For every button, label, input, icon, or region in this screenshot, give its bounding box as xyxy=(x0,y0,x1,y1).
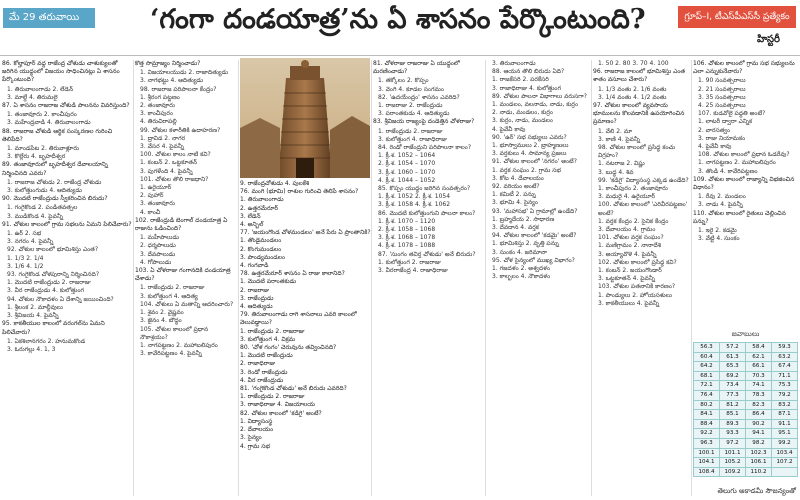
answer-cell: 61.3 xyxy=(720,352,746,362)
answer-cell: 59.3 xyxy=(772,343,798,353)
answer-cell: 83.2 xyxy=(772,400,798,410)
question-line: 1. మండలం, వలనాడు, నాడు, కుర్రం xyxy=(492,101,579,109)
question-line: 3. దేవపాలుడు xyxy=(140,250,176,258)
page-header xyxy=(0,0,800,56)
answer-cell: 71.1 xyxy=(772,371,798,381)
question-line: 1. రాజేంద్రుడు 2. రాజరాజు xyxy=(240,393,305,401)
answer-cell: 56.3 xyxy=(694,343,720,353)
question-line: 2. వారసత్వం xyxy=(698,126,730,134)
answer-cell: 68.1 xyxy=(694,371,720,381)
question-line: 1. విద్యాసంస్థ xyxy=(240,417,273,425)
answer-cell: 88.4 xyxy=(694,419,720,429)
answer-cell: 98.2 xyxy=(746,438,772,448)
question-line: 1. ఉర్ 2. సభ xyxy=(7,230,42,238)
question-line: 3. 35 సంవత్సరాలు xyxy=(698,93,746,101)
question-line: 98. రాజరాజ పరిపాలనా కేంద్రం? xyxy=(140,85,217,93)
question-line: 1. తిరువాలంగాడు xyxy=(240,196,284,204)
question-line: 3. ముడికొండ 4. పైవన్నీ xyxy=(7,212,64,220)
question-line: 107. కుడవోలై పద్ధతి అంటే? xyxy=(698,110,766,118)
answer-row xyxy=(694,467,798,477)
question-line: 83. శ్రీవిజయ రాజ్యంపై దండెత్తిన చోళరాజు? xyxy=(373,118,475,126)
answer-cell: 80.2 xyxy=(694,400,720,410)
question-line: 91. చోళుల కాలంలో గ్రామ సభలను ఏమని పిలిచేవారు? xyxy=(2,220,132,228)
question-line: 3. కాంచీపురం xyxy=(140,110,173,118)
question-line: 1. రాజేంద్రుడు 2. రాజరాజు xyxy=(140,284,205,292)
column-divider xyxy=(485,60,486,496)
answer-cell: 109.2 xyxy=(720,467,746,477)
answer-row xyxy=(694,458,798,468)
question-line: 77. 'జయంగొండ చోళమండలం' అనే పేరు ఏ ప్రాంతానికి? xyxy=(240,229,371,237)
question-line: 94. చోళుల కాలంలో 'కడమై' అంటే? xyxy=(492,232,577,240)
question-column-1 xyxy=(2,60,132,498)
question-line: 1. బ్రహ్మదేయ 2. సాధారణ xyxy=(492,215,555,223)
question-line: 103. చోళుల పతనానికి కారణం? xyxy=(598,283,676,291)
answer-row xyxy=(694,419,798,429)
answer-cell: 99.2 xyxy=(772,438,798,448)
subject-label: హిస్టరీ xyxy=(757,34,780,45)
question-line: 3. తిరువాలంగాడు xyxy=(492,60,536,67)
question-line: 4. ఆదిత్యుడు xyxy=(240,303,273,311)
question-line: 87. 'సుంగం తవిర్త చోళుడు' అనే బిరుదు? xyxy=(378,250,476,258)
question-line: 3. రాజేంద్రుడు xyxy=(240,294,274,302)
question-line: 3. దేవాలయం 4. గ్రామం xyxy=(598,226,656,234)
answer-key-heading: జవాబులు xyxy=(731,330,760,338)
question-line: 3. కొల్లేరు 4. బృహదీశ్వర xyxy=(7,153,66,161)
temple-gopuram-image xyxy=(240,58,370,178)
answer-cell: 104.1 xyxy=(694,458,720,468)
question-line: 92. వరియం అంటే? xyxy=(492,183,540,191)
answer-row xyxy=(694,410,798,420)
answer-row xyxy=(694,343,798,353)
question-line: 4. క్రీ.శ. 1044 – 1052 xyxy=(378,176,436,184)
question-line: 2. తంజావూరు xyxy=(140,102,175,110)
question-line: 4. గోపాలుడు xyxy=(140,258,172,266)
question-line: 2. క్రీ.శ. 1054 – 1070 xyxy=(378,160,436,168)
question-line: 3. నాగభట్టు 4. ఆదిత్యుడు xyxy=(140,77,204,85)
question-line: 1. తిరువాలంగాడు 2. లేడెన్ xyxy=(7,85,74,93)
question-line: 88. ఆయన తొలి బిరుదు ఏది? xyxy=(492,68,565,76)
question-line: 3. భూమి 4. సైన్యం xyxy=(492,199,538,207)
answer-cell: 77.3 xyxy=(720,390,746,400)
question-line: 2. రాజాధిరాజు xyxy=(240,360,276,368)
question-line: 1. రాజేంద్రుడు 2. రాజరాజు xyxy=(240,327,305,335)
answer-cell: 93.3 xyxy=(720,429,746,439)
question-line: 1. రాజరాజ చోళుడు 2. రాజేంద్ర చోళుడు xyxy=(7,178,102,186)
answer-cell: 67.4 xyxy=(772,362,798,372)
question-line: 3. పుగళేంది 4. పైవన్నీ xyxy=(140,167,193,175)
question-line: 3. కావేరిపట్టణం 4. పైవన్నీ xyxy=(140,350,202,358)
question-line: 2. 21 సంవత్సరాలు xyxy=(698,85,746,93)
question-line: 4. కాంచీ xyxy=(140,208,161,216)
column-divider xyxy=(691,60,692,496)
question-line: 3. దేవదాన 4. వర్తక xyxy=(492,224,539,232)
question-line: 3. వర్తకులు 4. సామాన్య ప్రజలు xyxy=(492,150,567,158)
question-line: 3. కోట 4. దేవాలయం xyxy=(492,174,544,182)
answer-cell: 86.4 xyxy=(746,410,772,420)
answer-cell: 84.1 xyxy=(694,410,720,420)
question-line: 1. మాండపేట 2. తిరువాళ్లూరు xyxy=(7,145,79,153)
question-line: 1. తొండైమండలం xyxy=(240,237,282,245)
answer-cell: 78.3 xyxy=(746,390,772,400)
answer-cell: 73.4 xyxy=(720,381,746,391)
question-line: 3. రెండో రాజేంద్రుడు xyxy=(240,368,288,376)
question-line: 2. రాజరాజు xyxy=(240,286,270,294)
answer-cell: 103.4 xyxy=(772,448,798,458)
question-line: 3. రాజు నియామకం xyxy=(698,134,746,142)
question-line: 1. నటరాజ 2. విష్ణు xyxy=(598,160,645,168)
question-line: 1. పాండ్యులు 2. హోయసళులు xyxy=(598,291,672,299)
answer-row xyxy=(694,371,798,381)
question-line: 3. జైనం 4. బౌద్ధం xyxy=(140,317,182,325)
answer-cell: 81.2 xyxy=(720,400,746,410)
answer-row xyxy=(694,429,798,439)
question-line: 1. 1/3 2. 1/4 xyxy=(7,254,44,262)
question-line: 1. క్రీ.శ. 1052 2. క్రీ.శ. 1054 xyxy=(378,193,451,201)
question-line: 1. మణిగ్రామం 2. నానాదేశి xyxy=(598,242,662,250)
question-line: 92. చోళుల కాలంలో భూమిశిస్తు ఎంత? xyxy=(7,246,99,254)
answer-row xyxy=(694,438,798,448)
question-line: 99. చోళుల కళారీతికి ఉదాహరణ? xyxy=(140,126,221,134)
answer-cell: 82.3 xyxy=(746,400,772,410)
answer-row xyxy=(694,400,798,410)
question-line: 1. లాటరీ ద్వారా ఎన్నిక xyxy=(698,118,753,126)
question-line: 102. చోళుల కాలంలో ప్రసిద్ధ కవి? xyxy=(598,258,677,266)
question-line: 109. చోళుల కాలంలో రాజ్యాన్ని విభజించిన విధానం? xyxy=(693,175,795,192)
question-line: 81. 'గంగైకొండ చోళుడు' అనే బిరుదు ఎవరిది? xyxy=(240,385,347,393)
question-line: 101. చోళుల వర్తక సంఘం? xyxy=(598,234,664,242)
question-line: 2. క్రీ.శ. 1058 – 1068 xyxy=(378,226,436,234)
answer-key xyxy=(693,330,798,477)
question-line: 2. ధర్మపాలుడు xyxy=(140,242,176,250)
question-line: 2. పుహార్ xyxy=(140,192,164,200)
answer-cell: 85.1 xyxy=(720,410,746,420)
question-line: 3. కులోత్తుంగుడు 4. ఆదిత్యుడు xyxy=(7,187,82,195)
question-line: 4. పైవేవీ కావు xyxy=(698,143,732,151)
question-line: 9. రాజేంద్రచోళుడు 4. పులకేశి xyxy=(240,180,310,187)
answer-cell: 70.3 xyxy=(746,371,772,381)
answer-cell: 110.2 xyxy=(746,467,772,477)
question-line: 90. మొదటి రాజేంద్రుడు స్వీకరించిన బిరుదు? xyxy=(2,195,108,203)
question-line: 1. క్రీ.శ. 1070 – 1120 xyxy=(378,217,436,225)
question-line: 103. ఏ చోళరాజు గంగానదికి దండయాత్ర చేశాడు? xyxy=(135,267,231,283)
question-line: 3. కులోత్తుంగ 4. ఆదిత్య xyxy=(140,292,198,300)
question-line: 4. 25 సంవత్సరాలు xyxy=(698,102,746,110)
question-line: 1. రాజరాజు 2. రాజేంద్రుడు xyxy=(378,102,443,110)
question-column-2 xyxy=(135,60,237,498)
question-line: 1. 90 సంవత్సరాలు xyxy=(698,77,746,85)
answer-cell: 64.2 xyxy=(694,362,720,372)
question-line: 96. రాజరాజ కాలంలో భూమిశిస్తు ఎంత శాతం వసూలు చేశారు? xyxy=(593,68,686,84)
question-line: 3. పాండ్యమండలం xyxy=(240,253,285,261)
answer-cell: 105.2 xyxy=(720,458,746,468)
column-divider xyxy=(591,60,592,496)
question-line: 1. వర్తక సంఘం 2. గ్రామ సభ xyxy=(492,166,561,174)
question-line: 89. తంజావూరులో బృహదీశ్వర దేవాలయాన్ని నిర్మించినది ఎవరు? xyxy=(2,161,108,177)
question-line: 79. తిరువాలంగాడు రాగి శాసనాలు ఎవరి కాలంలో వెలువడ్డాయి? xyxy=(240,311,357,327)
question-line: 3. క్రీ.శ. 1068 – 1078 xyxy=(378,234,436,242)
question-line: 3. ఓరుగల్లు 4. 1, 3 xyxy=(7,345,56,353)
answer-cell: 66.1 xyxy=(746,362,772,372)
question-line: 3. నాడు 4. పైవన్నీ xyxy=(698,201,743,209)
question-line: 1. మొదటి రాజేంద్రుడు xyxy=(240,352,293,360)
question-line: 100. చోళుల కాలం నాటి కవి? xyxy=(140,151,211,159)
temple-photo xyxy=(240,58,370,178)
page-title: ‘గంగా దండయాత్ర’ను ఏ శాసనం పేర్కొంటుంది? xyxy=(150,4,646,35)
question-line: 1. ఇరై 2. కడమై xyxy=(698,227,737,235)
answer-cell: 79.2 xyxy=(772,390,798,400)
question-line: 1. కులోత్తుంగ 2. రాజరాజు xyxy=(378,258,441,266)
question-line: 1. తక్కోలం 2. కొప్పం xyxy=(378,77,429,85)
question-line: 1. భూమిశిస్తు 2. వృత్తి పన్ను xyxy=(492,240,559,248)
column-divider xyxy=(238,60,239,496)
question-line: 86. కోల్హాపూర్ వద్ద రాజేంద్ర చోళుడు చాళుక్యులతో జరిగిన యుద్ధంలో విజయం సాధించినట్లు ఏ శాసనం పేర్కొంటుంది? xyxy=(2,60,120,84)
question-line: 3. 1/4 వంతు 4. 1/2 వంతు xyxy=(598,93,667,101)
question-line: 3. క్రీ.శ. 1060 – 1070 xyxy=(378,168,436,176)
answer-cell: 87.1 xyxy=(772,410,798,420)
question-line: 3. ఒట్టకూతన్ 4. పైవన్నీ xyxy=(598,275,655,283)
question-line: 88. రాజరాజ చోళుడి ఆర్థిక సంస్కరణల గురించి తెలిపేది? xyxy=(2,127,113,143)
question-line: 3. నగరం 4. పైవన్నీ xyxy=(7,238,54,246)
question-line: 4. గ్రామ సభ xyxy=(240,442,270,450)
question-line: 84. రెండో రాజేంద్రుని పరిపాలనా కాలం? xyxy=(378,144,472,152)
question-line: 4. గంగవాడి xyxy=(240,262,269,270)
question-line: 1. గంగైకొండ 2. పండితవత్సల xyxy=(7,204,78,212)
question-line: 2. కొంగుమండలం xyxy=(240,245,282,253)
question-line: 3. మధురై 4. ఉరైయూర్ xyxy=(598,193,656,201)
answer-cell: 69.2 xyxy=(720,371,746,381)
answer-cell: 100.1 xyxy=(694,448,720,458)
question-line: 89. చోళుల పాలనా విభాగాలు వరుసగా? xyxy=(492,92,587,100)
question-line: 1. రాజకేసరి 2. పరకేసరి xyxy=(492,76,549,84)
question-line: 1. కంబన్ 2. జయంగొండార్ xyxy=(598,267,662,275)
question-line: 1. మహీపాలుడు xyxy=(140,234,180,242)
question-line: 1. కంబన్ 2. ఒట్టకూతన్ xyxy=(140,159,198,167)
question-line: 85. కొప్పం యుద్ధం జరిగిన సంవత్సరం? xyxy=(378,185,471,193)
answer-cell: 63.2 xyxy=(772,352,798,362)
answer-cell: 60.4 xyxy=(694,352,720,362)
question-line: 3. తొండి 4. కావేరిపట్టణం xyxy=(698,167,758,175)
answer-cell: 90.2 xyxy=(746,419,772,429)
answer-row xyxy=(694,352,798,362)
question-line: 95. కాకతీయుల కాలంలో వరంగల్‌ను ఏమని పిలిచేవారు? xyxy=(2,320,105,336)
answer-table xyxy=(693,342,798,477)
question-line: 94. చోళుల నౌకాదళం ఏ దేశాన్ని జయించింది? xyxy=(7,295,114,303)
question-line: 78. ఉత్తరమేరూర్ శాసనం ఏ రాజు కాలానిది? xyxy=(240,270,345,278)
question-line: 95. చోళ సైన్యంలో ముఖ్య విభాగం? xyxy=(492,256,575,264)
question-line: 104. చోళులు ఏ మతాన్ని ఆదరించారు? xyxy=(140,300,234,308)
answer-cell: 92.2 xyxy=(694,429,720,439)
question-line: 101. చోళుల తొలి రాజధాని? xyxy=(140,175,209,183)
question-line: 1. కమిటీ 2. పన్ను xyxy=(492,191,536,199)
question-line: 3. కుర్రం, నాడు, మండలం xyxy=(492,117,553,125)
answer-cell: 91.1 xyxy=(772,419,798,429)
question-line: 76. మంగి (భూమి) రాశుల గురించి తెలిపే శాసనం? xyxy=(240,188,359,196)
question-line: 2. దేవాలయం xyxy=(240,426,274,434)
question-line: 1. తంజావూరు 2. కాంచీపురం xyxy=(7,111,77,119)
answer-cell: 65.3 xyxy=(720,362,746,372)
question-line: 100. చోళుల కాలంలో 'ఎరివీరపట్టణం' అంటే? xyxy=(598,201,688,217)
question-line: 3. 1/6 4. 1/2 xyxy=(7,262,44,270)
answer-cell: 72.1 xyxy=(694,381,720,391)
question-line: 3. కులోత్తుంగ 4. రాజాధిరాజు xyxy=(378,135,447,143)
question-line: 1. ఉరైయూర్ xyxy=(140,184,172,192)
answer-cell: 57.2 xyxy=(720,343,746,353)
answer-cell: 108.4 xyxy=(694,467,720,477)
question-line: 82. చోళుల కాలంలో 'కడిగై' అంటే? xyxy=(240,409,322,417)
answer-cell: 94.1 xyxy=(746,429,772,439)
question-column-5 xyxy=(487,60,590,498)
question-line: 3. తంజావూరు xyxy=(140,200,175,208)
question-line: 3. శ్రీవిజయ 4. పైవన్నీ xyxy=(7,312,59,320)
answer-cell: 76.4 xyxy=(694,390,720,400)
answer-cell: 102.3 xyxy=(746,448,772,458)
answer-cell: 75.3 xyxy=(772,381,798,391)
question-line: 3. వీర రాజేంద్రుడు 4. కులోత్తుంగ xyxy=(7,287,84,295)
question-line: 1. ఏకశిలానగరం 2. హనుమకొండ xyxy=(7,337,86,345)
question-line: 3. వేసర 4. పైవన్నీ xyxy=(140,143,184,151)
question-line: 3. కాణి 4. పైవన్నీ xyxy=(598,135,641,143)
question-line: 4. తిరుచిరాపల్లి xyxy=(140,118,177,126)
question-line: 1. శ్రీలంక 2. మాల్దీవులు xyxy=(7,303,63,311)
question-line: 1. మొదటి రాజేంద్రుడు 2. రాజరాజు xyxy=(7,279,91,287)
question-line: కొత్త సామ్రాజ్యం నిర్మించాడు? xyxy=(135,60,201,67)
answer-cell: 62.1 xyxy=(746,352,772,362)
question-line: 1. మొదటి పరాంతకుడు xyxy=(240,278,297,286)
answer-row xyxy=(694,381,798,391)
question-line: 87. ఏ శాసనం రాజరాజ చోళుడి పాలనను వివరిస్తుంది? xyxy=(2,102,130,110)
column-divider xyxy=(133,60,134,496)
footer-credit: తెలుగు అకాడమీ సౌజన్యంతో xyxy=(717,487,796,495)
answer-cell: 101.1 xyxy=(720,448,746,458)
question-line: 3. బుద్ధ 4. శివ xyxy=(598,168,634,176)
question-line: 3. మహేంద్రవాడి 4. తిరువాలంగాడు xyxy=(7,119,91,127)
question-line: 93. గంగైకొండ చోళపురాన్ని నిర్మించినది? xyxy=(7,271,100,279)
question-line: 2. ఉత్తరమేరూర్ xyxy=(240,204,279,212)
question-column-7 xyxy=(693,60,798,328)
answer-cell: 95.1 xyxy=(772,429,798,439)
answer-row xyxy=(694,362,798,372)
question-line: 4. వీర రాజేంద్రుడు xyxy=(240,376,284,384)
question-line: 3. సైన్యం xyxy=(240,434,262,442)
question-line: 3. పరాంతకుడు 4. ఆదిత్యుడు xyxy=(378,110,450,118)
question-column-6 xyxy=(593,60,690,498)
answer-cell: 96.3 xyxy=(694,438,720,448)
question-line: 1. విజయాలయుడు 2. రాజాదిత్యుడు xyxy=(140,69,229,77)
answer-cell xyxy=(772,467,798,477)
question-line: 3. కాకతీయులు 4. పైవన్నీ xyxy=(598,299,660,307)
question-line: 97. చోళుల కాలంలో వ్యవసాయ భూములను కొలవడానికి ఉపయోగించిన ప్రమాణం? xyxy=(593,102,685,126)
question-line: 1. శైవం 2. వైష్ణవం xyxy=(140,309,184,317)
question-line: 3. కులోత్తుంగ 4. విక్రమ xyxy=(240,335,296,343)
question-line: 98. చోళుల కాలంలో ప్రసిద్ధ కంచు విగ్రహం? xyxy=(598,144,676,160)
question-line: 1. 1/3 వంతు 2. 1/6 వంతు xyxy=(598,85,667,93)
question-line: 1. భూస్వాములు 2. బ్రాహ్మణులు xyxy=(492,142,569,150)
question-line: 1. వర్తక కేంద్రం 2. సైనిక కేంద్రం xyxy=(598,217,669,225)
question-line: 1. క్రీ.శ. 1052 – 1064 xyxy=(378,152,436,160)
answer-cell: 74.1 xyxy=(746,381,772,391)
question-line: 1. రాజేంద్రుడు 2. రాజరాజు xyxy=(378,127,443,135)
question-line: 4. క్రీ.శ. 1078 – 1088 xyxy=(378,242,436,250)
question-line: 93. 'మహాసభ' ఏ గ్రామాల్లో ఉండేది? xyxy=(492,207,578,215)
answer-cell: 89.3 xyxy=(720,419,746,429)
question-line: 86. మొదటి కులోత్తుంగుని పాలనా కాలం? xyxy=(378,209,476,217)
question-column-3 xyxy=(240,180,371,498)
question-line: 3. అయ్యావొళె 4. పైవన్నీ xyxy=(598,250,657,258)
question-line: 110. చోళుల కాలంలో రైతులు చెల్లించిన పన్ను? xyxy=(693,209,786,225)
question-line: 91. చోళుల కాలంలో 'నగరం' అంటే? xyxy=(492,158,577,166)
question-line: 102. రాజేంద్రుడి బెంగాల్ దండయాత్ర ఏ రాజును ఓడించింది? xyxy=(135,216,228,233)
question-line: 4. పైవేవీ కావు xyxy=(492,125,526,133)
question-line: 81. చోళరాజు రాజరాజు ఏ యుద్ధంలో మరణించాడు? xyxy=(373,60,460,76)
question-line: 3. మాల్దే 4. తిరుమలై xyxy=(7,93,58,101)
question-line: 3. లేడెన్ xyxy=(240,212,261,220)
question-line: 3. సుంకం 4. జరిమానా xyxy=(492,248,547,256)
question-line: 1. శ్రీరంగ పట్టణం xyxy=(140,93,180,101)
question-line: 1. రేవు 2. మండలం xyxy=(698,193,746,201)
question-line: 1. నాగపట్టణం 2. మహాబలిపురం xyxy=(140,341,218,349)
answer-cell: 58.4 xyxy=(746,343,772,353)
question-line: 3. వేట్టి 4. సుంకం xyxy=(698,235,740,243)
question-line: 3. క్రీ.శ. 1058 4. క్రీ.శ. 1062 xyxy=(378,201,451,209)
question-line: 3. కాల్బలం 4. నౌకాదళం xyxy=(492,273,551,281)
question-line: 3. వెంగి 4. కూడల సంగమం xyxy=(378,85,444,93)
group-tag: గ్రూప్–I, టీఎస్‌పీఎస్‌సీ ప్రత్యేకం xyxy=(678,6,796,28)
question-line: 4. అన్బిల్ xyxy=(240,221,264,229)
question-line: 1. గజదళం 2. అశ్వదళం xyxy=(492,265,551,273)
date-tag: మే 29 తరువాయి xyxy=(3,8,95,28)
answer-cell: 106.1 xyxy=(746,458,772,468)
question-line: 106. చోళుల కాలంలో గ్రామ సభ సభ్యులను ఎలా ఎన్నుకునేవారు? xyxy=(693,60,795,76)
answer-row xyxy=(694,390,798,400)
question-line: 108. చోళుల కాలంలో ప్రధాన ఓడరేవు? xyxy=(698,151,790,159)
column-divider xyxy=(371,60,372,496)
answer-cell: 107.2 xyxy=(772,458,798,468)
question-line: 2. నాడు, మండలం, కుర్రం xyxy=(492,109,553,117)
question-line: 1. నాగపట్టణం 2. మహాబలిపురం xyxy=(698,159,776,167)
question-line: 1. కాంచీపురం 2. తంజావూరు xyxy=(598,185,668,193)
question-line: 1. ద్రావిడ 2. నాగర xyxy=(140,134,186,142)
question-line: 90. 'ఉర్' సభ సభ్యులు ఎవరు? xyxy=(492,133,567,141)
question-line: 105. చోళుల కాలంలో ప్రధాన నౌకాశ్రయం? xyxy=(140,325,209,341)
answer-row xyxy=(694,448,798,458)
question-line: 3. వీరరాజేంద్ర 4. రాజాధిరాజు xyxy=(378,267,448,275)
question-line: 3. రాజాధిరాజు 4. విజయాలయ xyxy=(240,401,315,409)
question-column-4 xyxy=(373,60,485,498)
question-line: 3. రాజాధిరాజు 4. కులోత్తుంగ xyxy=(492,84,561,92)
question-line: 82. 'ఉదయేంద్రం' శాసనం ఎవరిది? xyxy=(378,93,460,101)
question-line: 80. 'చోళ గంగం' చెరువును తవ్వించినది? xyxy=(240,344,337,352)
question-line: 99. 'కడిగై' విద్యాసంస్థ ఎక్కడ ఉండేది? xyxy=(598,176,689,184)
question-line: 1. 50 2. 80 3. 70 4. 100 xyxy=(598,60,669,67)
answer-cell: 97.2 xyxy=(720,438,746,448)
question-line: 1. వేలి 2. మా xyxy=(598,127,633,135)
